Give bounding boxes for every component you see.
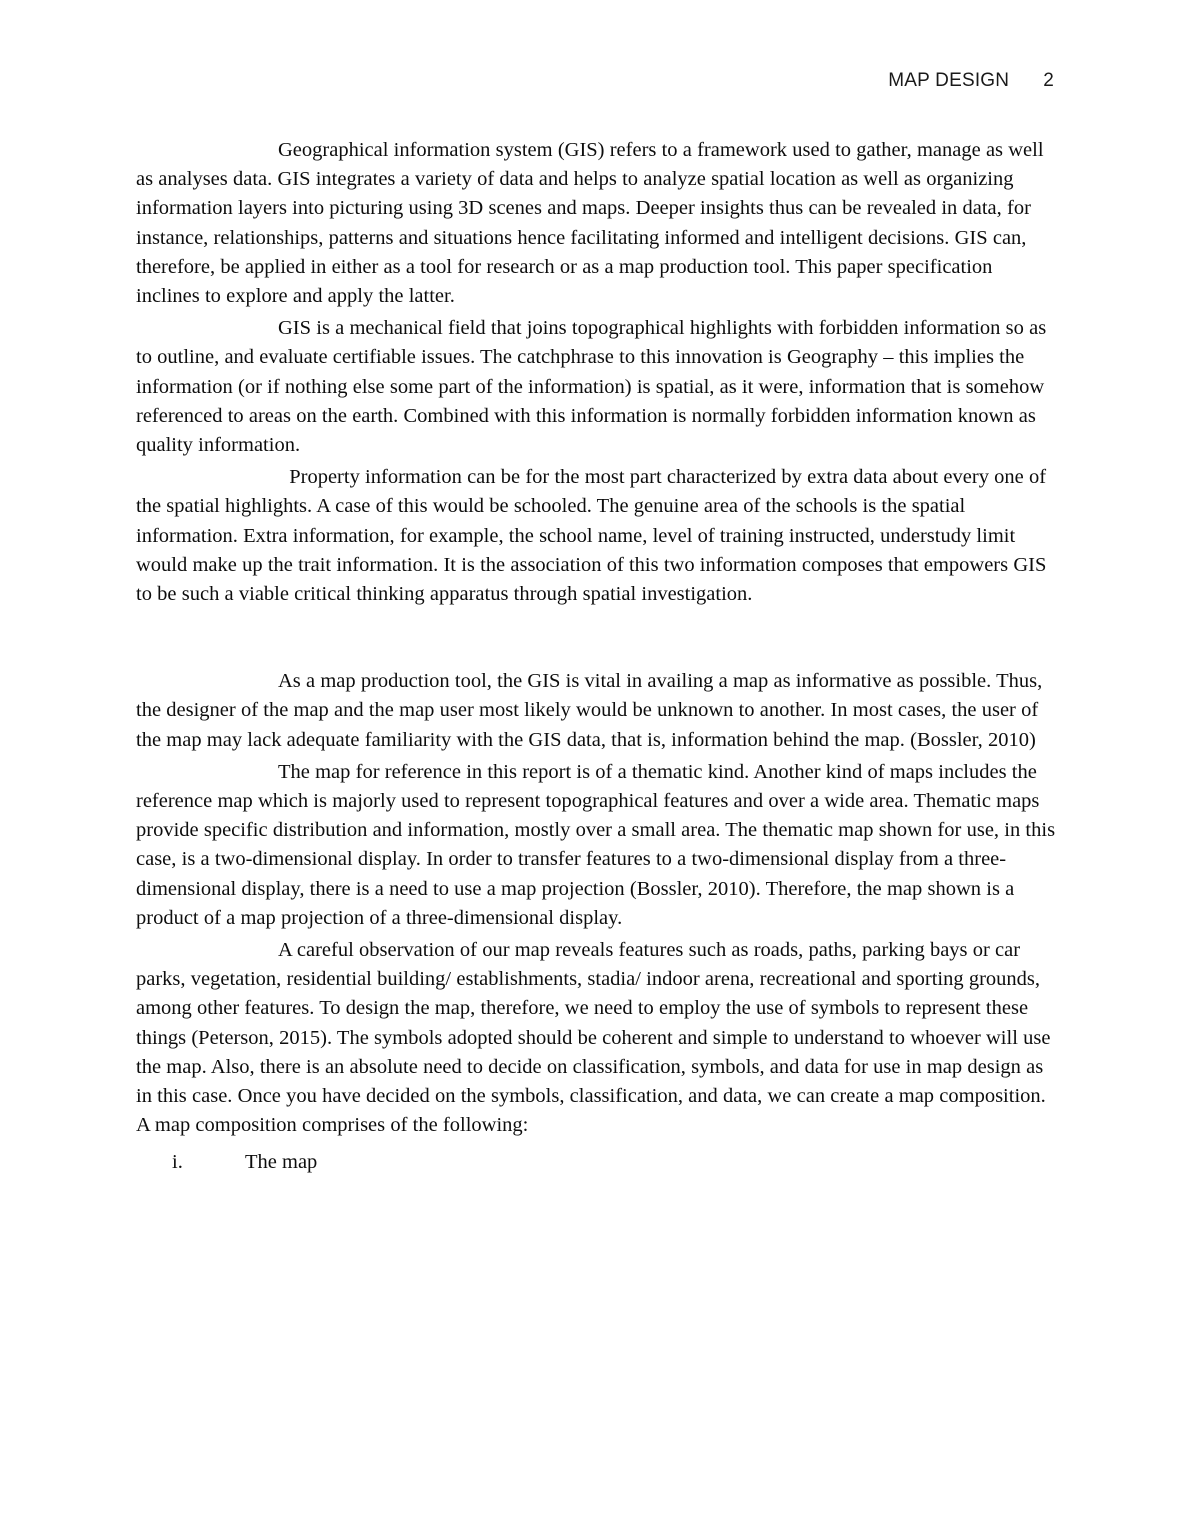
header-title: MAP DESIGN bbox=[888, 70, 1010, 91]
paragraph-5: The map for reference in this report is of a thematic kind. Another kind of maps includes the reference map which is majorly used to represent topographical features and over a wide area. Thematic maps provide specific distribution and information, mostly over a small area. The thematic map shown for use, in this case, is a two-dimensional display. In order to transfer features to a two-dimensional display from a three-dimensional display, there is a need to use a map projection (Bossler, 2010). Therefore, the map shown is a product of a map projection of a three-dimensional display. bbox=[136, 760, 1061, 929]
paragraph-2: GIS is a mechanical field that joins topographical highlights with forbidden information so as to outline, and evaluate certifiable issues. The catchphrase to this innovation is Geography – this implies the information (or if nothing else some part of the information) is spatial, as it were, information that is somehow referenced to areas on the earth. Combined with this information is normally forbidden information known as quality information. bbox=[136, 317, 1052, 457]
list-item-marker: i. bbox=[172, 1150, 183, 1173]
list-item-label: The map bbox=[245, 1150, 318, 1173]
page-number: 2 bbox=[1043, 70, 1054, 91]
paragraph-6: A careful observation of our map reveals features such as roads, paths, parking bays or car parks, vegetation, residential building/ establishments, stadia/ indoor arena, recreational and sporting grounds, among other features. To design the map, therefore, we need to employ the use of symbols to represent these things (Peterson, 2015). The symbols adopted should be coherent and simple to understand to whoever will use the map. Also, there is an absolute need to decide on classification, symbols, and data for use in map design as in this case. Once you have decided on the symbols, classification, and data, we can create a map composition. A map composition comprises of the following: bbox=[136, 939, 1056, 1137]
list-item bbox=[136, 1148, 1056, 1177]
paragraph-4: As a map production tool, the GIS is vital in availing a map as informative as possible. Thus, the designer of the map and the map user most likely would be unknown to another. In most cases, the user of the map may lack adequate familiarity with the GIS data, that is, information behind the map. (Bossler, 2010) bbox=[136, 670, 1048, 751]
document-body bbox=[136, 136, 1061, 1177]
running-header bbox=[136, 68, 1054, 94]
paragraph-1: Geographical information system (GIS) refers to a framework used to gather, manage as well as analyses data. GIS integrates a variety of data and helps to analyze spatial location as well as organizing information layers into picturing using 3D scenes and maps. Deeper insights thus can be revealed in data, for instance, relationships, patterns and situations hence facilitating informed and intelligent decisions. GIS can, therefore, be applied in either as a tool for research or as a map production tool. This paper specification inclines to explore and apply the latter. bbox=[136, 139, 1049, 308]
map-composition-list bbox=[136, 1148, 1056, 1177]
paragraph-3: Property information can be for the most part characterized by extra data about every one of the spatial highlights. A case of this would be schooled. The genuine area of the schools is the spatial information. Extra information, for example, the school name, level of training instructed, understudy limit would make up the trait information. It is the association of this two information composes that empowers GIS to be such a viable critical thinking apparatus through spatial investigation. bbox=[136, 466, 1052, 606]
